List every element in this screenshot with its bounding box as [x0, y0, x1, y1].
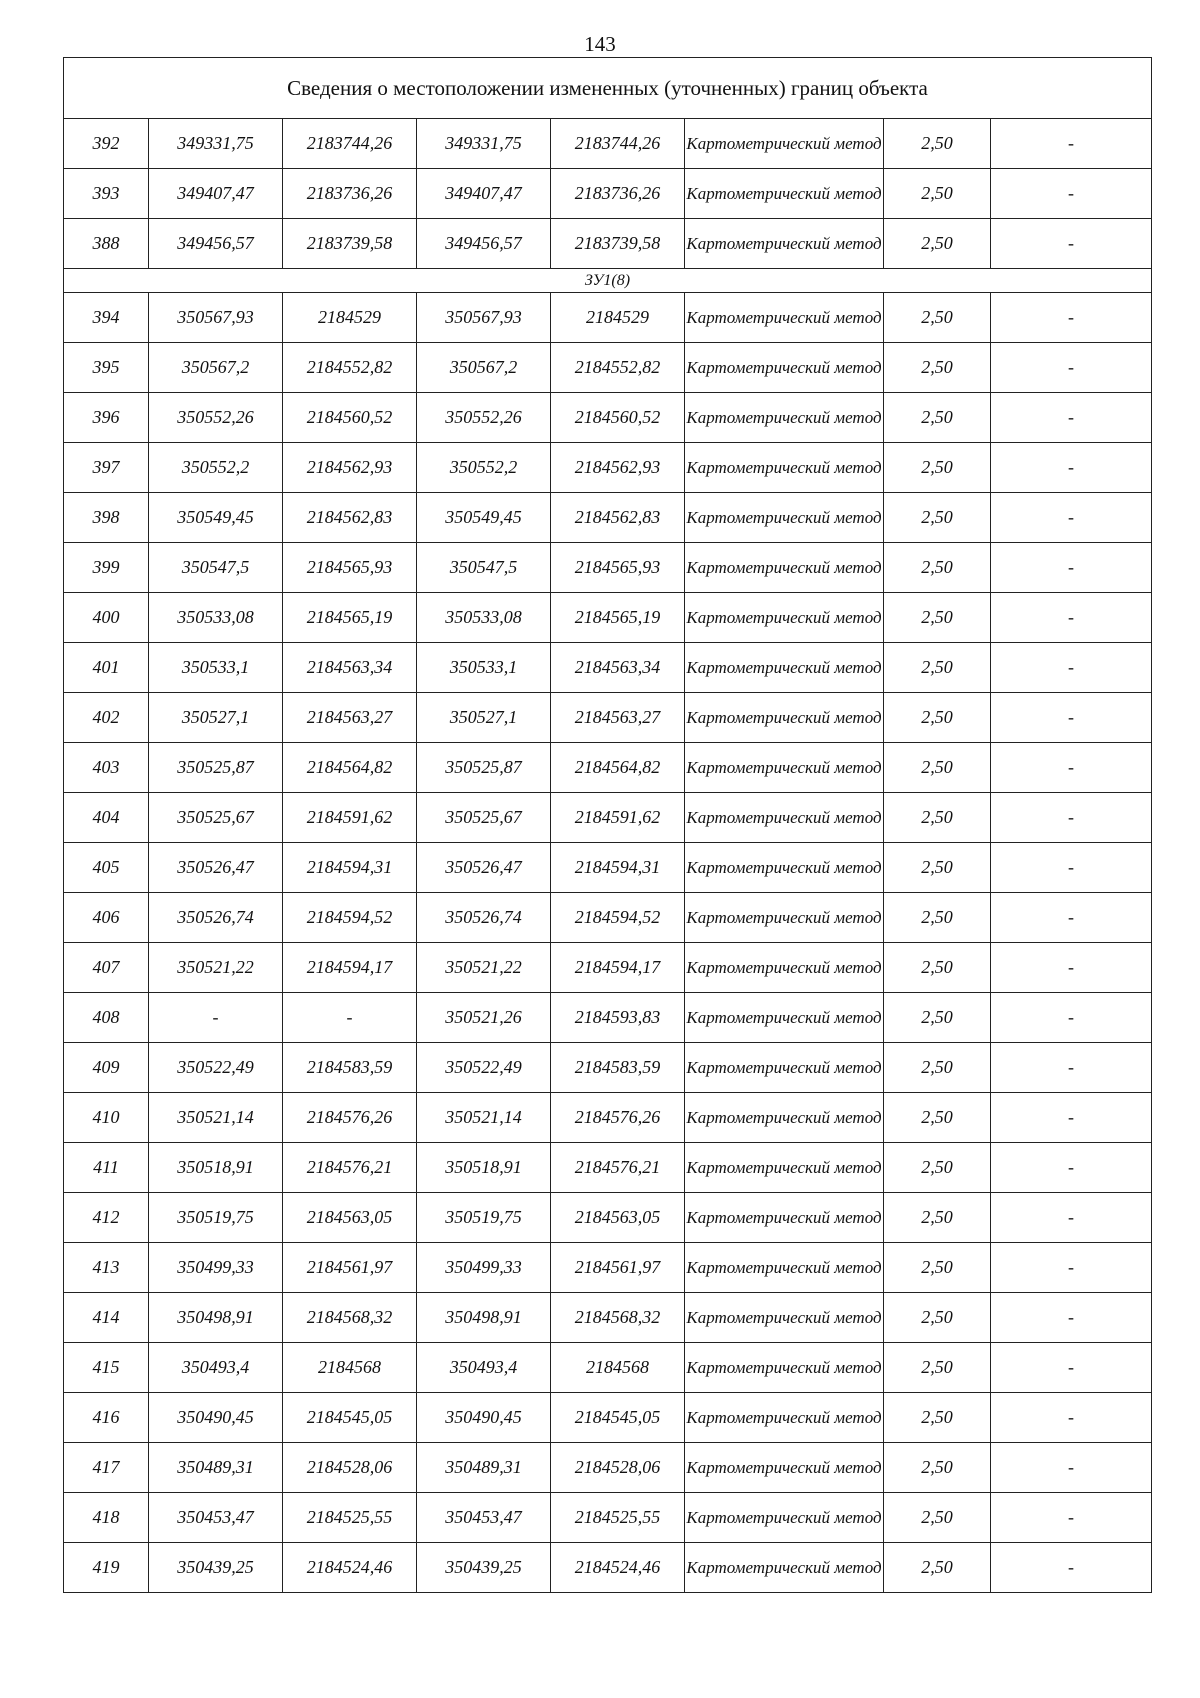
description-cell: - — [991, 1343, 1152, 1393]
new-x-cell: 350519,75 — [417, 1193, 551, 1243]
old-x-cell: 350533,08 — [149, 593, 283, 643]
method-label: Картометрический метод — [686, 457, 882, 477]
accuracy-cell: 2,50 — [884, 1143, 991, 1193]
accuracy-cell: 2,50 — [884, 993, 991, 1043]
old-y-cell: 2184563,34 — [283, 643, 417, 693]
point-number-cell: 415 — [64, 1343, 149, 1393]
method-cell — [685, 1243, 884, 1293]
point-number-cell: 394 — [64, 293, 149, 343]
old-x-cell: 350526,74 — [149, 893, 283, 943]
description-cell: - — [991, 1443, 1152, 1493]
method-label: Картометрический метод — [686, 357, 882, 377]
description-cell: - — [991, 943, 1152, 993]
old-x-cell: 350526,47 — [149, 843, 283, 893]
table-row — [64, 743, 1152, 793]
table-row — [64, 1393, 1152, 1443]
method-label: Картометрический метод — [686, 1057, 882, 1077]
accuracy-cell: 2,50 — [884, 693, 991, 743]
table-row — [64, 1293, 1152, 1343]
description-cell: - — [991, 1543, 1152, 1593]
method-label: Картометрический метод — [686, 807, 882, 827]
point-number-cell: 407 — [64, 943, 149, 993]
old-x-cell: 350498,91 — [149, 1293, 283, 1343]
old-x-cell: 350567,93 — [149, 293, 283, 343]
point-number-cell: 419 — [64, 1543, 149, 1593]
point-number-cell: 408 — [64, 993, 149, 1043]
table-row — [64, 293, 1152, 343]
accuracy-cell: 2,50 — [884, 1343, 991, 1393]
accuracy-cell: 2,50 — [884, 393, 991, 443]
new-x-cell: 350518,91 — [417, 1143, 551, 1193]
new-x-cell: 350527,1 — [417, 693, 551, 743]
description-cell: - — [991, 1493, 1152, 1543]
method-label: Картометрический метод — [686, 1157, 882, 1177]
old-y-cell: 2184594,17 — [283, 943, 417, 993]
description-cell: - — [991, 1193, 1152, 1243]
description-cell: - — [991, 543, 1152, 593]
accuracy-cell: 2,50 — [884, 443, 991, 493]
method-cell — [685, 493, 884, 543]
old-x-cell: 350499,33 — [149, 1243, 283, 1293]
method-label: Картометрический метод — [686, 1307, 882, 1327]
new-x-cell: 350493,4 — [417, 1343, 551, 1393]
accuracy-cell: 2,50 — [884, 893, 991, 943]
point-number-cell: 392 — [64, 119, 149, 169]
method-cell — [685, 743, 884, 793]
point-number-cell: 402 — [64, 693, 149, 743]
description-cell: - — [991, 443, 1152, 493]
point-number-cell: 404 — [64, 793, 149, 843]
point-number-cell: 413 — [64, 1243, 149, 1293]
point-number-cell: 409 — [64, 1043, 149, 1093]
boundary-coordinates-table — [63, 57, 1152, 1593]
point-number-cell: 397 — [64, 443, 149, 493]
new-y-cell: 2184576,21 — [551, 1143, 685, 1193]
new-y-cell: 2184568 — [551, 1343, 685, 1393]
new-y-cell: 2183744,26 — [551, 119, 685, 169]
accuracy-cell: 2,50 — [884, 743, 991, 793]
new-x-cell: 350521,26 — [417, 993, 551, 1043]
method-label: Картометрический метод — [686, 1007, 882, 1027]
new-y-cell: 2184528,06 — [551, 1443, 685, 1493]
new-x-cell: 349331,75 — [417, 119, 551, 169]
table-row — [64, 1343, 1152, 1393]
old-x-cell: 350453,47 — [149, 1493, 283, 1543]
description-cell: - — [991, 1293, 1152, 1343]
old-y-cell: 2184594,52 — [283, 893, 417, 943]
point-number-cell: 396 — [64, 393, 149, 443]
table-row — [64, 543, 1152, 593]
new-x-cell: 350439,25 — [417, 1543, 551, 1593]
method-cell — [685, 293, 884, 343]
old-x-cell: 350549,45 — [149, 493, 283, 543]
old-x-cell: 350525,87 — [149, 743, 283, 793]
method-label: Картометрический метод — [686, 307, 882, 327]
new-x-cell: 350521,22 — [417, 943, 551, 993]
old-x-cell: 350527,1 — [149, 693, 283, 743]
old-y-cell: 2184562,83 — [283, 493, 417, 543]
old-y-cell: 2184560,52 — [283, 393, 417, 443]
table-row — [64, 1443, 1152, 1493]
table-row — [64, 393, 1152, 443]
old-y-cell: 2184576,26 — [283, 1093, 417, 1143]
point-number-cell: 403 — [64, 743, 149, 793]
old-y-cell: 2184563,27 — [283, 693, 417, 743]
new-y-cell: 2183736,26 — [551, 169, 685, 219]
new-x-cell: 350526,47 — [417, 843, 551, 893]
new-x-cell: 350490,45 — [417, 1393, 551, 1443]
table-row — [64, 219, 1152, 269]
old-y-cell: 2184576,21 — [283, 1143, 417, 1193]
description-cell: - — [991, 843, 1152, 893]
old-x-cell: 350493,4 — [149, 1343, 283, 1393]
new-y-cell: 2184562,83 — [551, 493, 685, 543]
new-x-cell: 350549,45 — [417, 493, 551, 543]
new-y-cell: 2184565,19 — [551, 593, 685, 643]
description-cell: - — [991, 1143, 1152, 1193]
old-x-cell: 350521,22 — [149, 943, 283, 993]
accuracy-cell: 2,50 — [884, 1193, 991, 1243]
new-y-cell: 2184594,17 — [551, 943, 685, 993]
new-y-cell: 2184563,27 — [551, 693, 685, 743]
new-y-cell: 2184563,34 — [551, 643, 685, 693]
method-cell — [685, 693, 884, 743]
table-row — [64, 1093, 1152, 1143]
section-label: ЗУ1(8) — [64, 269, 1152, 293]
table-row — [64, 443, 1152, 493]
old-y-cell: 2184568 — [283, 1343, 417, 1393]
table-row — [64, 119, 1152, 169]
old-x-cell: 350552,2 — [149, 443, 283, 493]
accuracy-cell: 2,50 — [884, 1093, 991, 1143]
method-cell — [685, 219, 884, 269]
new-x-cell: 349456,57 — [417, 219, 551, 269]
old-x-cell: 349407,47 — [149, 169, 283, 219]
new-x-cell: 350498,91 — [417, 1293, 551, 1343]
new-y-cell: 2184565,93 — [551, 543, 685, 593]
accuracy-cell: 2,50 — [884, 1543, 991, 1593]
method-label: Картометрический метод — [686, 1557, 882, 1577]
new-y-cell: 2184593,83 — [551, 993, 685, 1043]
old-x-cell: 350525,67 — [149, 793, 283, 843]
new-y-cell: 2184591,62 — [551, 793, 685, 843]
new-y-cell: 2184576,26 — [551, 1093, 685, 1143]
description-cell: - — [991, 1093, 1152, 1143]
section-row — [64, 269, 1152, 293]
table-row — [64, 493, 1152, 543]
method-label: Картометрический метод — [686, 183, 882, 203]
accuracy-cell: 2,50 — [884, 1243, 991, 1293]
old-x-cell: 350533,1 — [149, 643, 283, 693]
method-cell — [685, 343, 884, 393]
method-cell — [685, 1443, 884, 1493]
description-cell: - — [991, 1393, 1152, 1443]
old-y-cell: 2184565,93 — [283, 543, 417, 593]
method-cell — [685, 119, 884, 169]
method-cell — [685, 169, 884, 219]
description-cell: - — [991, 893, 1152, 943]
description-cell: - — [991, 169, 1152, 219]
accuracy-cell: 2,50 — [884, 119, 991, 169]
method-label: Картометрический метод — [686, 1257, 882, 1277]
method-cell — [685, 443, 884, 493]
new-x-cell: 350489,31 — [417, 1443, 551, 1493]
point-number-cell: 388 — [64, 219, 149, 269]
method-cell — [685, 793, 884, 843]
new-y-cell: 2184594,52 — [551, 893, 685, 943]
point-number-cell: 405 — [64, 843, 149, 893]
old-y-cell: 2184565,19 — [283, 593, 417, 643]
accuracy-cell: 2,50 — [884, 643, 991, 693]
new-x-cell: 350499,33 — [417, 1243, 551, 1293]
new-y-cell: 2184560,52 — [551, 393, 685, 443]
new-y-cell: 2184583,59 — [551, 1043, 685, 1093]
new-x-cell: 350521,14 — [417, 1093, 551, 1143]
table-row — [64, 943, 1152, 993]
new-y-cell: 2184563,05 — [551, 1193, 685, 1243]
point-number-cell: 406 — [64, 893, 149, 943]
method-cell — [685, 1043, 884, 1093]
old-y-cell: 2184524,46 — [283, 1543, 417, 1593]
new-x-cell: 350547,5 — [417, 543, 551, 593]
old-x-cell: 350547,5 — [149, 543, 283, 593]
point-number-cell: 400 — [64, 593, 149, 643]
accuracy-cell: 2,50 — [884, 1293, 991, 1343]
table-row — [64, 1493, 1152, 1543]
old-x-cell: 350519,75 — [149, 1193, 283, 1243]
point-number-cell: 418 — [64, 1493, 149, 1543]
table-row — [64, 593, 1152, 643]
point-number-cell: 399 — [64, 543, 149, 593]
description-cell: - — [991, 393, 1152, 443]
point-number-cell: 410 — [64, 1093, 149, 1143]
method-label: Картометрический метод — [686, 1457, 882, 1477]
method-label: Картометрический метод — [686, 607, 882, 627]
method-cell — [685, 1343, 884, 1393]
accuracy-cell: 2,50 — [884, 943, 991, 993]
point-number-cell: 395 — [64, 343, 149, 393]
method-cell — [685, 943, 884, 993]
old-x-cell: - — [149, 993, 283, 1043]
new-y-cell: 2184545,05 — [551, 1393, 685, 1443]
old-y-cell: 2184591,62 — [283, 793, 417, 843]
old-x-cell: 350567,2 — [149, 343, 283, 393]
method-cell — [685, 593, 884, 643]
new-y-cell: 2184525,55 — [551, 1493, 685, 1543]
method-cell — [685, 1143, 884, 1193]
old-y-cell: - — [283, 993, 417, 1043]
old-y-cell: 2184568,32 — [283, 1293, 417, 1343]
new-x-cell: 350533,1 — [417, 643, 551, 693]
method-label: Картометрический метод — [686, 1407, 882, 1427]
point-number-cell: 417 — [64, 1443, 149, 1493]
table-title-row — [64, 58, 1152, 119]
method-cell — [685, 1193, 884, 1243]
new-x-cell: 350567,2 — [417, 343, 551, 393]
method-label: Картометрический метод — [686, 907, 882, 927]
table-row — [64, 843, 1152, 893]
accuracy-cell: 2,50 — [884, 293, 991, 343]
table-title: Сведения о местоположении измененных (уточненных) границ объекта — [64, 58, 1152, 119]
method-cell — [685, 643, 884, 693]
method-cell — [685, 843, 884, 893]
new-x-cell: 350552,26 — [417, 393, 551, 443]
method-cell — [685, 1293, 884, 1343]
new-y-cell: 2184552,82 — [551, 343, 685, 393]
point-number-cell: 414 — [64, 1293, 149, 1343]
description-cell: - — [991, 693, 1152, 743]
page-number: 143 — [584, 32, 616, 56]
method-cell — [685, 1093, 884, 1143]
table-row — [64, 793, 1152, 843]
new-x-cell: 350525,67 — [417, 793, 551, 843]
old-y-cell: 2184529 — [283, 293, 417, 343]
description-cell: - — [991, 993, 1152, 1043]
table-row — [64, 1243, 1152, 1293]
old-y-cell: 2184528,06 — [283, 1443, 417, 1493]
accuracy-cell: 2,50 — [884, 219, 991, 269]
description-cell: - — [991, 793, 1152, 843]
table-row — [64, 1193, 1152, 1243]
old-y-cell: 2184594,31 — [283, 843, 417, 893]
old-y-cell: 2184561,97 — [283, 1243, 417, 1293]
old-x-cell: 350552,26 — [149, 393, 283, 443]
method-label: Картометрический метод — [686, 233, 882, 253]
new-x-cell: 350533,08 — [417, 593, 551, 643]
old-x-cell: 349456,57 — [149, 219, 283, 269]
accuracy-cell: 2,50 — [884, 493, 991, 543]
old-y-cell: 2184562,93 — [283, 443, 417, 493]
description-cell: - — [991, 593, 1152, 643]
method-label: Картометрический метод — [686, 1507, 882, 1527]
old-x-cell: 350490,45 — [149, 1393, 283, 1443]
accuracy-cell: 2,50 — [884, 343, 991, 393]
old-y-cell: 2184583,59 — [283, 1043, 417, 1093]
new-y-cell: 2184561,97 — [551, 1243, 685, 1293]
new-y-cell: 2184529 — [551, 293, 685, 343]
table-row — [64, 1543, 1152, 1593]
method-cell — [685, 1543, 884, 1593]
new-y-cell: 2184568,32 — [551, 1293, 685, 1343]
old-y-cell: 2184545,05 — [283, 1393, 417, 1443]
old-y-cell: 2184563,05 — [283, 1193, 417, 1243]
method-label: Картометрический метод — [686, 407, 882, 427]
old-y-cell: 2183739,58 — [283, 219, 417, 269]
new-y-cell: 2184594,31 — [551, 843, 685, 893]
description-cell: - — [991, 1043, 1152, 1093]
new-y-cell: 2184524,46 — [551, 1543, 685, 1593]
old-y-cell: 2184552,82 — [283, 343, 417, 393]
point-number-cell: 416 — [64, 1393, 149, 1443]
method-label: Картометрический метод — [686, 1357, 882, 1377]
new-y-cell: 2183739,58 — [551, 219, 685, 269]
point-number-cell: 398 — [64, 493, 149, 543]
accuracy-cell: 2,50 — [884, 793, 991, 843]
new-x-cell: 350522,49 — [417, 1043, 551, 1093]
accuracy-cell: 2,50 — [884, 1393, 991, 1443]
description-cell: - — [991, 219, 1152, 269]
table-row — [64, 993, 1152, 1043]
description-cell: - — [991, 1243, 1152, 1293]
old-x-cell: 350521,14 — [149, 1093, 283, 1143]
method-cell — [685, 1393, 884, 1443]
method-label: Картометрический метод — [686, 657, 882, 677]
new-y-cell: 2184562,93 — [551, 443, 685, 493]
table-row — [64, 1043, 1152, 1093]
table-row — [64, 343, 1152, 393]
table-row — [64, 893, 1152, 943]
point-number-cell: 411 — [64, 1143, 149, 1193]
description-cell: - — [991, 743, 1152, 793]
old-x-cell: 350518,91 — [149, 1143, 283, 1193]
old-y-cell: 2183736,26 — [283, 169, 417, 219]
method-cell — [685, 893, 884, 943]
method-cell — [685, 1493, 884, 1543]
description-cell: - — [991, 293, 1152, 343]
method-label: Картометрический метод — [686, 707, 882, 727]
description-cell: - — [991, 343, 1152, 393]
accuracy-cell: 2,50 — [884, 843, 991, 893]
method-label: Картометрический метод — [686, 1107, 882, 1127]
table-row — [64, 643, 1152, 693]
method-label: Картометрический метод — [686, 757, 882, 777]
accuracy-cell: 2,50 — [884, 1443, 991, 1493]
old-x-cell: 349331,75 — [149, 119, 283, 169]
point-number-cell: 401 — [64, 643, 149, 693]
point-number-cell: 393 — [64, 169, 149, 219]
accuracy-cell: 2,50 — [884, 543, 991, 593]
accuracy-cell: 2,50 — [884, 169, 991, 219]
method-cell — [685, 543, 884, 593]
new-y-cell: 2184564,82 — [551, 743, 685, 793]
method-label: Картометрический метод — [686, 557, 882, 577]
old-y-cell: 2183744,26 — [283, 119, 417, 169]
table-row — [64, 693, 1152, 743]
new-x-cell: 350552,2 — [417, 443, 551, 493]
method-cell — [685, 393, 884, 443]
method-label: Картометрический метод — [686, 857, 882, 877]
table-row — [64, 1143, 1152, 1193]
method-label: Картометрический метод — [686, 957, 882, 977]
new-x-cell: 350526,74 — [417, 893, 551, 943]
old-x-cell: 350489,31 — [149, 1443, 283, 1493]
method-label: Картометрический метод — [686, 1207, 882, 1227]
accuracy-cell: 2,50 — [884, 1493, 991, 1543]
accuracy-cell: 2,50 — [884, 593, 991, 643]
description-cell: - — [991, 643, 1152, 693]
description-cell: - — [991, 493, 1152, 543]
new-x-cell: 350453,47 — [417, 1493, 551, 1543]
description-cell: - — [991, 119, 1152, 169]
new-x-cell: 350525,87 — [417, 743, 551, 793]
method-cell — [685, 993, 884, 1043]
old-x-cell: 350439,25 — [149, 1543, 283, 1593]
point-number-cell: 412 — [64, 1193, 149, 1243]
old-x-cell: 350522,49 — [149, 1043, 283, 1093]
new-x-cell: 350567,93 — [417, 293, 551, 343]
method-label: Картометрический метод — [686, 133, 882, 153]
old-y-cell: 2184525,55 — [283, 1493, 417, 1543]
old-y-cell: 2184564,82 — [283, 743, 417, 793]
method-label: Картометрический метод — [686, 507, 882, 527]
new-x-cell: 349407,47 — [417, 169, 551, 219]
table-row — [64, 169, 1152, 219]
accuracy-cell: 2,50 — [884, 1043, 991, 1093]
